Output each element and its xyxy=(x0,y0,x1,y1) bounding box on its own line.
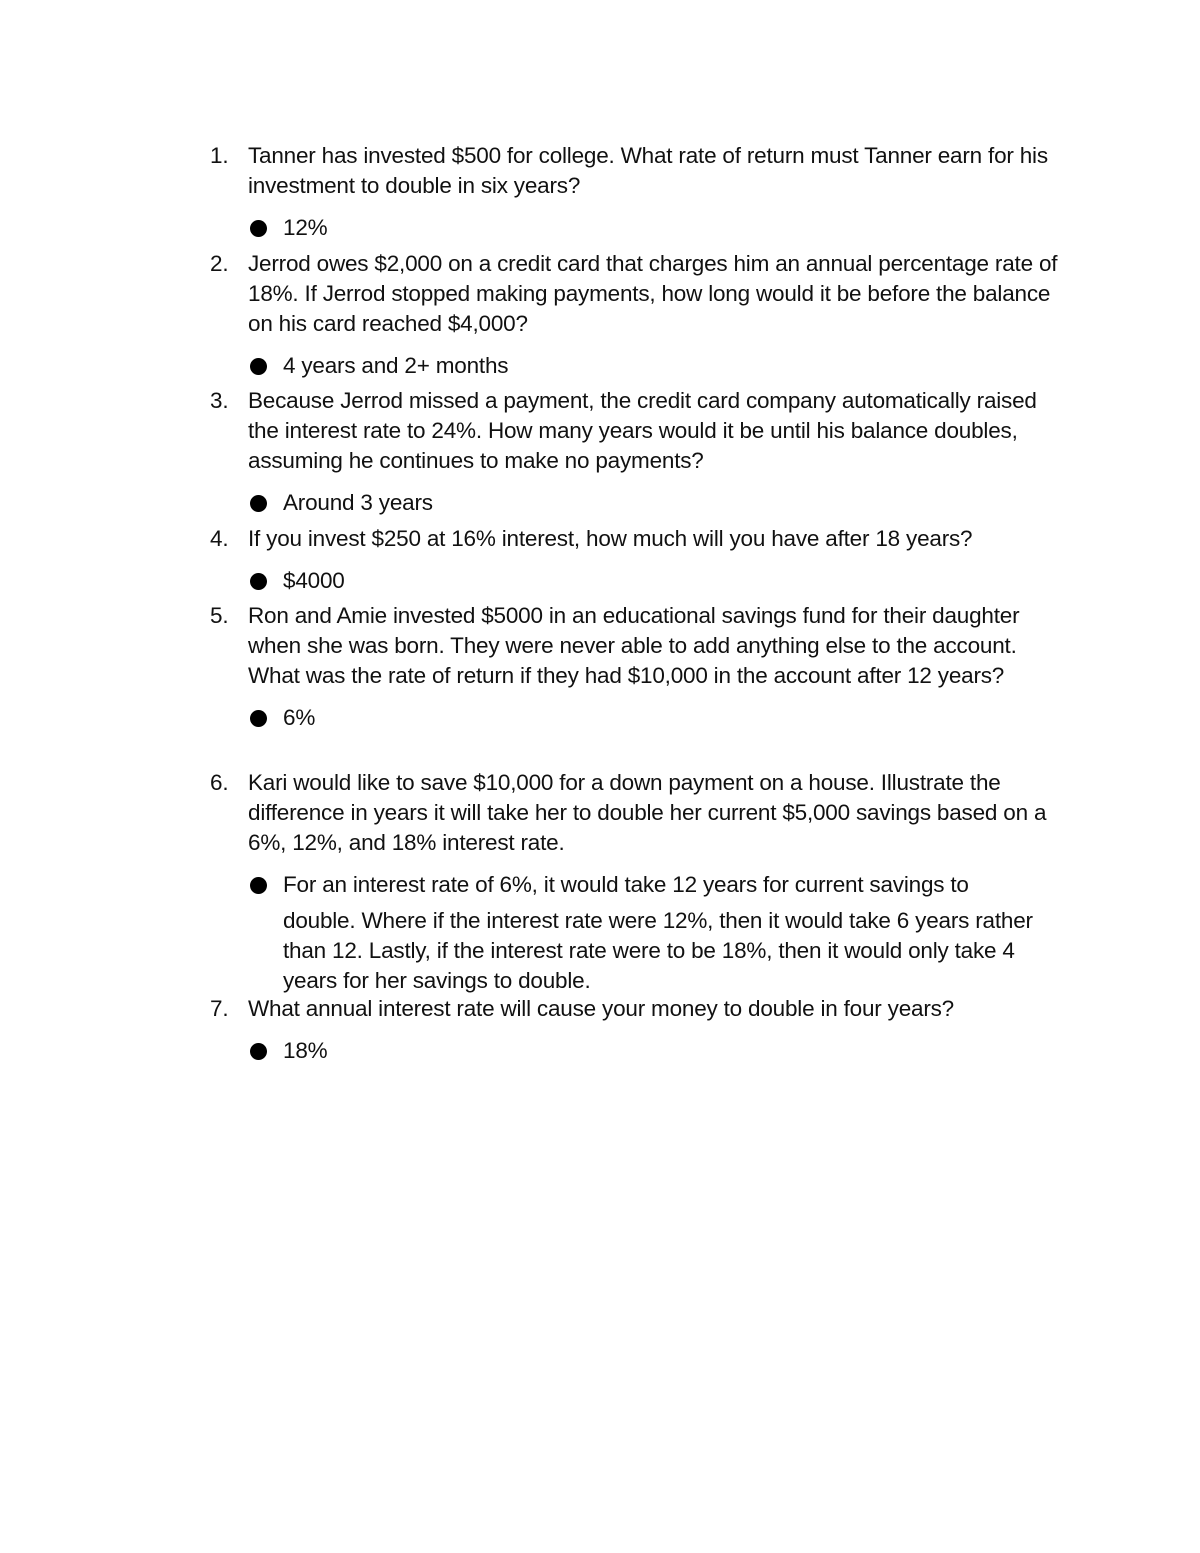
answer-text: $4000 xyxy=(283,568,345,593)
answer-text: 4 years and 2+ months xyxy=(283,353,509,378)
question-text: Tanner has invested $500 for college. What rate of return must Tanner earn for his investment to double in six years? xyxy=(248,143,1048,198)
question-text: If you invest $250 at 16% interest, how much will you have after 18 years? xyxy=(248,526,973,551)
answer-continuation: double. Where if the interest rate were 12%, then it would take 6 years rather than 12. Lastly, if the interest rate were to be 18%, then it would only take 4 years for her savings to double. xyxy=(283,908,1033,993)
question-block-3 xyxy=(0,386,1200,518)
answer-2 xyxy=(0,351,1200,381)
question-text: Because Jerrod missed a payment, the credit card company automatically raised the interest rate to 24%. How many years would it be until his balance doubles, assuming he continues to make no payments? xyxy=(248,388,1037,473)
question-block-7 xyxy=(0,994,1200,1066)
answer-first-line: For an interest rate of 6%, it would take 12 years for current savings to xyxy=(283,872,969,897)
question-text: What annual interest rate will cause your money to double in four years? xyxy=(248,996,954,1021)
question-block-2 xyxy=(0,249,1200,381)
question-5 xyxy=(0,601,1200,691)
bullet-icon xyxy=(250,573,267,590)
answer-text: 12% xyxy=(283,215,328,240)
bullet-icon xyxy=(250,358,267,375)
question-number: 5. xyxy=(210,603,229,628)
question-number: 3. xyxy=(210,388,229,413)
answer-6 xyxy=(0,870,1200,996)
answer-text: 18% xyxy=(283,1038,328,1063)
bullet-icon xyxy=(250,710,267,727)
question-number: 2. xyxy=(210,251,229,276)
answer-text: 6% xyxy=(283,705,316,730)
answer-1 xyxy=(0,213,1200,243)
question-number: 1. xyxy=(210,143,229,168)
bullet-icon xyxy=(250,877,267,894)
question-number: 6. xyxy=(210,770,229,795)
question-number: 4. xyxy=(210,526,229,551)
question-text: Kari would like to save $10,000 for a down payment on a house. Illustrate the difference in years it will take her to double her current $5,000 savings based on a 6%, 12%, and 18% interest rate. xyxy=(248,770,1047,855)
question-text: Ron and Amie invested $5000 in an educational savings fund for their daughter when she was born. They were never able to add anything else to the account. What was the rate of return if they had $10,000 in the account after 12 years? xyxy=(248,603,1020,688)
question-block-6 xyxy=(0,768,1200,996)
question-6 xyxy=(0,768,1200,858)
question-3 xyxy=(0,386,1200,476)
question-block-1 xyxy=(0,141,1200,243)
question-1 xyxy=(0,141,1200,201)
answer-7 xyxy=(0,1036,1200,1066)
question-block-5 xyxy=(0,601,1200,733)
question-2 xyxy=(0,249,1200,339)
answer-4 xyxy=(0,566,1200,596)
question-text: Jerrod owes $2,000 on a credit card that charges him an annual percentage rate of 18%. If Jerrod stopped making payments, how long would it be before the balance on his card reached $4,000? xyxy=(248,251,1058,336)
answer-5 xyxy=(0,703,1200,733)
bullet-icon xyxy=(250,1043,267,1060)
bullet-icon xyxy=(250,495,267,512)
answer-3 xyxy=(0,488,1200,518)
question-7 xyxy=(0,994,1200,1024)
question-4 xyxy=(0,524,1200,554)
question-number: 7. xyxy=(210,996,229,1021)
answer-text: Around 3 years xyxy=(283,490,433,515)
answer-text xyxy=(283,870,1043,996)
bullet-icon xyxy=(250,220,267,237)
question-block-4 xyxy=(0,524,1200,596)
